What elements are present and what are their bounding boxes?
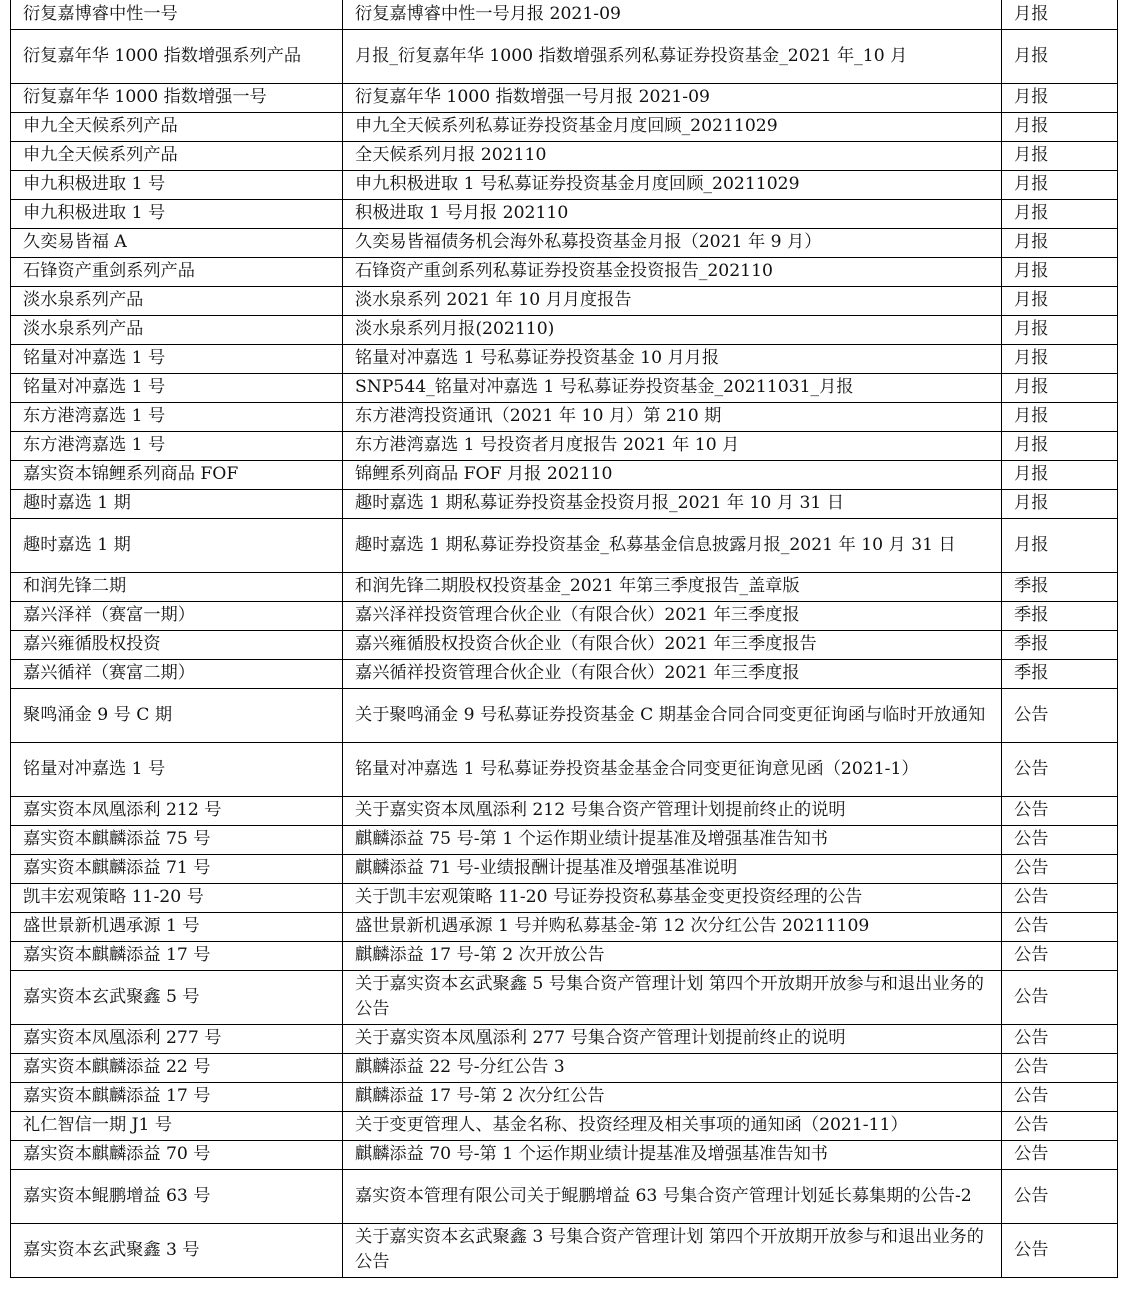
product-name-cell: 聚鸣涌金 9 号 C 期 bbox=[11, 688, 343, 742]
table-row bbox=[11, 228, 1118, 257]
report-title-cell: 淡水泉系列 2021 年 10 月月度报告 bbox=[343, 286, 1002, 315]
report-title-cell: 东方港湾嘉选 1 号投资者月度报告 2021 年 10 月 bbox=[343, 431, 1002, 460]
report-type-cell: 季报 bbox=[1002, 601, 1118, 630]
table-row bbox=[11, 141, 1118, 170]
report-title-cell: 全天候系列月报 202110 bbox=[343, 141, 1002, 170]
product-name-cell: 衍复嘉博睿中性一号 bbox=[11, 0, 343, 29]
table-row bbox=[11, 825, 1118, 854]
product-name-cell: 嘉兴雍循股权投资 bbox=[11, 630, 343, 659]
report-type-cell: 月报 bbox=[1002, 83, 1118, 112]
product-name-cell: 申九积极进取 1 号 bbox=[11, 199, 343, 228]
report-type-cell: 公告 bbox=[1002, 970, 1118, 1024]
report-type-cell: 月报 bbox=[1002, 0, 1118, 29]
report-title-cell: 关于嘉实资本玄武聚鑫 5 号集合资产管理计划 第四个开放期开放参与和退出业务的公告 bbox=[343, 970, 1002, 1024]
report-type-cell: 公告 bbox=[1002, 1111, 1118, 1140]
product-name-cell: 东方港湾嘉选 1 号 bbox=[11, 402, 343, 431]
product-name-cell: 趣时嘉选 1 期 bbox=[11, 518, 343, 572]
table-row bbox=[11, 630, 1118, 659]
report-type-cell: 月报 bbox=[1002, 141, 1118, 170]
product-name-cell: 嘉实资本麒麟添益 70 号 bbox=[11, 1140, 343, 1169]
table-row bbox=[11, 941, 1118, 970]
report-type-cell: 季报 bbox=[1002, 630, 1118, 659]
table-row bbox=[11, 489, 1118, 518]
report-title-cell: 关于变更管理人、基金名称、投资经理及相关事项的通知函（2021-11） bbox=[343, 1111, 1002, 1140]
product-name-cell: 嘉实资本玄武聚鑫 3 号 bbox=[11, 1223, 343, 1277]
table-row bbox=[11, 883, 1118, 912]
product-name-cell: 嘉实资本凤凰添利 277 号 bbox=[11, 1024, 343, 1053]
report-title-cell: 嘉兴循祥投资管理合伙企业（有限合伙）2021 年三季度报 bbox=[343, 659, 1002, 688]
report-type-cell: 季报 bbox=[1002, 659, 1118, 688]
report-type-cell: 月报 bbox=[1002, 373, 1118, 402]
report-title-cell: 月报_衍复嘉年华 1000 指数增强系列私募证券投资基金_2021 年_10 月 bbox=[343, 29, 1002, 83]
product-name-cell: 盛世景新机遇承源 1 号 bbox=[11, 912, 343, 941]
report-title-cell: 和润先锋二期股权投资基金_2021 年第三季度报告_盖章版 bbox=[343, 572, 1002, 601]
report-title-cell: 衍复嘉年华 1000 指数增强一号月报 2021-09 bbox=[343, 83, 1002, 112]
report-type-cell: 月报 bbox=[1002, 460, 1118, 489]
report-title-cell: 久奕易皆福债务机会海外私募投资基金月报（2021 年 9 月） bbox=[343, 228, 1002, 257]
table-row bbox=[11, 1223, 1118, 1277]
report-type-cell: 月报 bbox=[1002, 344, 1118, 373]
table-row bbox=[11, 431, 1118, 460]
report-type-cell: 月报 bbox=[1002, 489, 1118, 518]
product-name-cell: 衍复嘉年华 1000 指数增强系列产品 bbox=[11, 29, 343, 83]
table-row bbox=[11, 460, 1118, 489]
product-name-cell: 嘉实资本凤凰添利 212 号 bbox=[11, 796, 343, 825]
report-type-cell: 月报 bbox=[1002, 402, 1118, 431]
report-title-cell: 衍复嘉博睿中性一号月报 2021-09 bbox=[343, 0, 1002, 29]
report-title-cell: 石锋资产重剑系列私募证券投资基金投资报告_202110 bbox=[343, 257, 1002, 286]
report-title-cell: 申九积极进取 1 号私募证券投资基金月度回顾_20211029 bbox=[343, 170, 1002, 199]
table-row bbox=[11, 315, 1118, 344]
report-type-cell: 公告 bbox=[1002, 825, 1118, 854]
table-row bbox=[11, 112, 1118, 141]
report-type-cell: 公告 bbox=[1002, 1140, 1118, 1169]
product-name-cell: 嘉实资本麒麟添益 17 号 bbox=[11, 1082, 343, 1111]
product-name-cell: 东方港湾嘉选 1 号 bbox=[11, 431, 343, 460]
report-title-cell: 嘉兴泽祥投资管理合伙企业（有限合伙）2021 年三季度报 bbox=[343, 601, 1002, 630]
product-name-cell: 嘉实资本玄武聚鑫 5 号 bbox=[11, 970, 343, 1024]
report-type-cell: 季报 bbox=[1002, 572, 1118, 601]
table-row bbox=[11, 912, 1118, 941]
report-title-cell: 关于嘉实资本凤凰添利 277 号集合资产管理计划提前终止的说明 bbox=[343, 1024, 1002, 1053]
table-row bbox=[11, 742, 1118, 796]
table-row bbox=[11, 1169, 1118, 1223]
report-title-cell: 麒麟添益 70 号-第 1 个运作期业绩计提基准及增强基准告知书 bbox=[343, 1140, 1002, 1169]
report-title-cell: 关于凯丰宏观策略 11-20 号证券投资私募基金变更投资经理的公告 bbox=[343, 883, 1002, 912]
table-row bbox=[11, 1024, 1118, 1053]
product-name-cell: 和润先锋二期 bbox=[11, 572, 343, 601]
product-name-cell: 嘉实资本鲲鹏增益 63 号 bbox=[11, 1169, 343, 1223]
report-type-cell: 月报 bbox=[1002, 199, 1118, 228]
table-row bbox=[11, 29, 1118, 83]
table-row bbox=[11, 659, 1118, 688]
report-title-cell: 锦鲤系列商品 FOF 月报 202110 bbox=[343, 460, 1002, 489]
report-title-cell: 嘉实资本管理有限公司关于鲲鹏增益 63 号集合资产管理计划延长募集期的公告-2 bbox=[343, 1169, 1002, 1223]
table-row bbox=[11, 344, 1118, 373]
report-title-cell: 趣时嘉选 1 期私募证券投资基金投资月报_2021 年 10 月 31 日 bbox=[343, 489, 1002, 518]
report-type-cell: 公告 bbox=[1002, 854, 1118, 883]
table-row bbox=[11, 0, 1118, 29]
table-row bbox=[11, 970, 1118, 1024]
report-type-cell: 公告 bbox=[1002, 1082, 1118, 1111]
product-name-cell: 嘉兴循祥（赛富二期） bbox=[11, 659, 343, 688]
report-title-cell: 铭量对冲嘉选 1 号私募证券投资基金基金合同变更征询意见函（2021-1） bbox=[343, 742, 1002, 796]
report-type-cell: 公告 bbox=[1002, 796, 1118, 825]
product-name-cell: 淡水泉系列产品 bbox=[11, 286, 343, 315]
report-type-cell: 公告 bbox=[1002, 1053, 1118, 1082]
report-type-cell: 公告 bbox=[1002, 883, 1118, 912]
table-row bbox=[11, 199, 1118, 228]
report-type-cell: 月报 bbox=[1002, 29, 1118, 83]
report-title-cell: 麒麟添益 71 号-业绩报酬计提基准及增强基准说明 bbox=[343, 854, 1002, 883]
report-type-cell: 月报 bbox=[1002, 286, 1118, 315]
product-name-cell: 石锋资产重剑系列产品 bbox=[11, 257, 343, 286]
product-name-cell: 衍复嘉年华 1000 指数增强一号 bbox=[11, 83, 343, 112]
table-row bbox=[11, 83, 1118, 112]
report-type-cell: 月报 bbox=[1002, 112, 1118, 141]
report-title-cell: 关于嘉实资本玄武聚鑫 3 号集合资产管理计划 第四个开放期开放参与和退出业务的公告 bbox=[343, 1223, 1002, 1277]
report-title-cell: 嘉兴雍循股权投资合伙企业（有限合伙）2021 年三季度报告 bbox=[343, 630, 1002, 659]
product-name-cell: 申九积极进取 1 号 bbox=[11, 170, 343, 199]
report-type-cell: 月报 bbox=[1002, 170, 1118, 199]
report-type-cell: 公告 bbox=[1002, 1024, 1118, 1053]
report-title-cell: 东方港湾投资通讯（2021 年 10 月）第 210 期 bbox=[343, 402, 1002, 431]
product-name-cell: 铭量对冲嘉选 1 号 bbox=[11, 742, 343, 796]
product-name-cell: 淡水泉系列产品 bbox=[11, 315, 343, 344]
table-row bbox=[11, 601, 1118, 630]
report-type-cell: 公告 bbox=[1002, 941, 1118, 970]
report-type-cell: 月报 bbox=[1002, 228, 1118, 257]
report-title-cell: 麒麟添益 17 号-第 2 次分红公告 bbox=[343, 1082, 1002, 1111]
report-type-cell: 公告 bbox=[1002, 742, 1118, 796]
report-type-cell: 公告 bbox=[1002, 1223, 1118, 1277]
product-name-cell: 礼仁智信一期 J1 号 bbox=[11, 1111, 343, 1140]
report-type-cell: 公告 bbox=[1002, 912, 1118, 941]
report-type-cell: 月报 bbox=[1002, 518, 1118, 572]
report-title-cell: 申九全天候系列私募证券投资基金月度回顾_20211029 bbox=[343, 112, 1002, 141]
table-row bbox=[11, 518, 1118, 572]
table-row bbox=[11, 796, 1118, 825]
report-type-cell: 月报 bbox=[1002, 315, 1118, 344]
report-title-cell: 盛世景新机遇承源 1 号并购私募基金-第 12 次分红公告 20211109 bbox=[343, 912, 1002, 941]
report-title-cell: 铭量对冲嘉选 1 号私募证券投资基金 10 月月报 bbox=[343, 344, 1002, 373]
table-row bbox=[11, 402, 1118, 431]
product-name-cell: 申九全天候系列产品 bbox=[11, 141, 343, 170]
report-title-cell: 麒麟添益 17 号-第 2 次开放公告 bbox=[343, 941, 1002, 970]
report-table bbox=[10, 0, 1118, 1278]
report-title-cell: 关于嘉实资本凤凰添利 212 号集合资产管理计划提前终止的说明 bbox=[343, 796, 1002, 825]
table-row bbox=[11, 286, 1118, 315]
report-type-cell: 公告 bbox=[1002, 1169, 1118, 1223]
table-row bbox=[11, 688, 1118, 742]
product-name-cell: 嘉实资本锦鲤系列商品 FOF bbox=[11, 460, 343, 489]
table-row bbox=[11, 1082, 1118, 1111]
product-name-cell: 久奕易皆福 A bbox=[11, 228, 343, 257]
report-title-cell: SNP544_铭量对冲嘉选 1 号私募证券投资基金_20211031_月报 bbox=[343, 373, 1002, 402]
report-table-body bbox=[11, 0, 1118, 1277]
table-row bbox=[11, 257, 1118, 286]
table-row bbox=[11, 170, 1118, 199]
report-type-cell: 公告 bbox=[1002, 688, 1118, 742]
table-row bbox=[11, 373, 1118, 402]
table-row bbox=[11, 1053, 1118, 1082]
table-row bbox=[11, 1111, 1118, 1140]
report-title-cell: 积极进取 1 号月报 202110 bbox=[343, 199, 1002, 228]
table-row bbox=[11, 572, 1118, 601]
product-name-cell: 凯丰宏观策略 11-20 号 bbox=[11, 883, 343, 912]
product-name-cell: 嘉兴泽祥（赛富一期） bbox=[11, 601, 343, 630]
product-name-cell: 嘉实资本麒麟添益 75 号 bbox=[11, 825, 343, 854]
product-name-cell: 申九全天候系列产品 bbox=[11, 112, 343, 141]
report-title-cell: 淡水泉系列月报(202110) bbox=[343, 315, 1002, 344]
report-title-cell: 麒麟添益 75 号-第 1 个运作期业绩计提基准及增强基准告知书 bbox=[343, 825, 1002, 854]
product-name-cell: 嘉实资本麒麟添益 71 号 bbox=[11, 854, 343, 883]
report-title-cell: 趣时嘉选 1 期私募证券投资基金_私募基金信息披露月报_2021 年 10 月 31 日 bbox=[343, 518, 1002, 572]
table-row bbox=[11, 1140, 1118, 1169]
product-name-cell: 嘉实资本麒麟添益 22 号 bbox=[11, 1053, 343, 1082]
product-name-cell: 铭量对冲嘉选 1 号 bbox=[11, 344, 343, 373]
report-type-cell: 月报 bbox=[1002, 431, 1118, 460]
table-row bbox=[11, 854, 1118, 883]
product-name-cell: 趣时嘉选 1 期 bbox=[11, 489, 343, 518]
product-name-cell: 嘉实资本麒麟添益 17 号 bbox=[11, 941, 343, 970]
report-type-cell: 月报 bbox=[1002, 257, 1118, 286]
report-title-cell: 关于聚鸣涌金 9 号私募证券投资基金 C 期基金合同合同变更征询函与临时开放通知 bbox=[343, 688, 1002, 742]
product-name-cell: 铭量对冲嘉选 1 号 bbox=[11, 373, 343, 402]
report-title-cell: 麒麟添益 22 号-分红公告 3 bbox=[343, 1053, 1002, 1082]
